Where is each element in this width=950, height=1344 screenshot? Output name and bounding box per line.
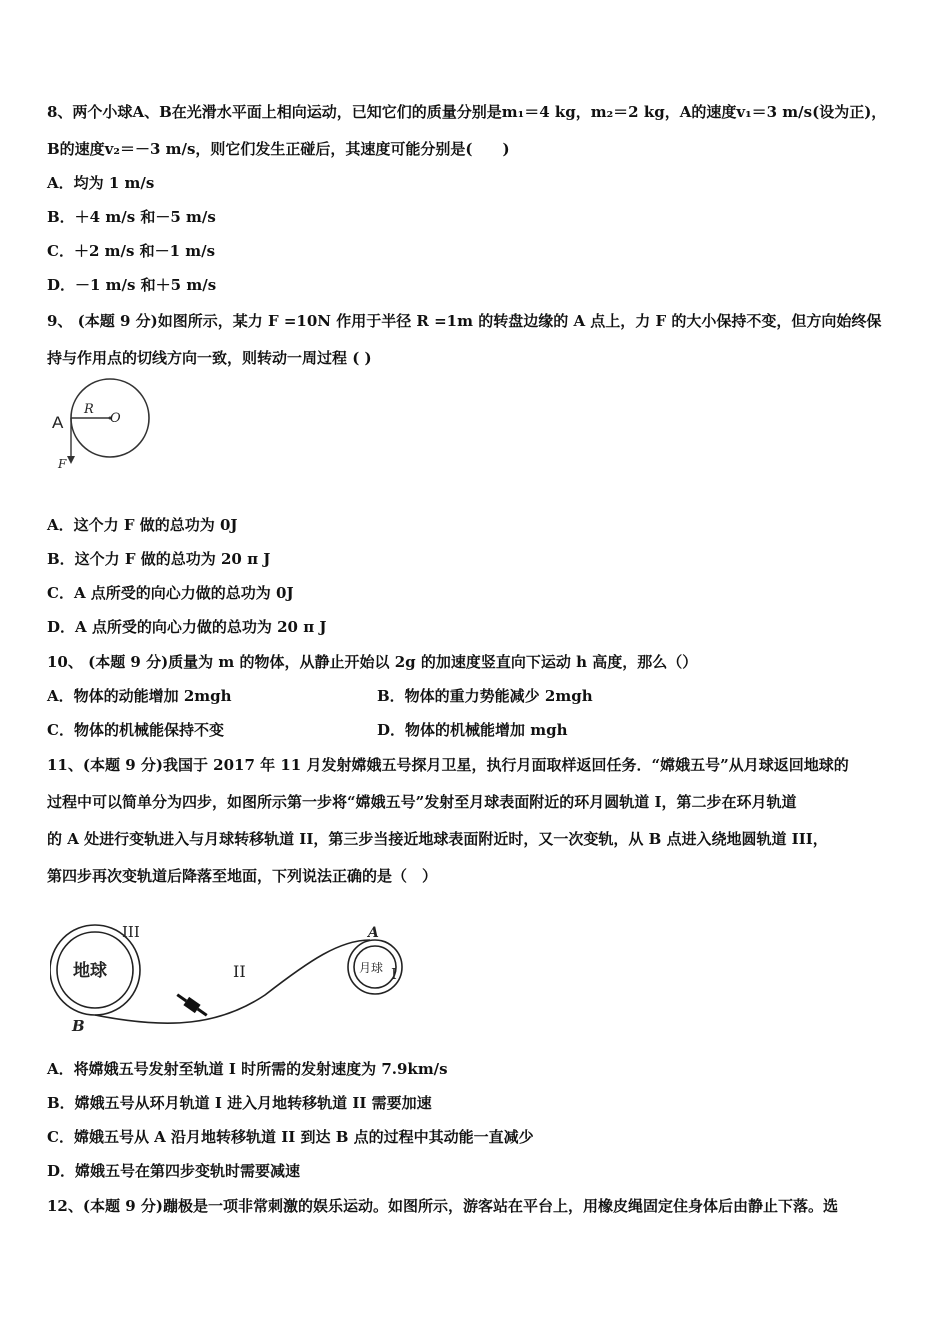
q11-stem-line2: 过程中可以简单分为四步，如图所示第一步将“嫦娥五号”发射至月球表面附近的环月圆轨道 I，第二步在环月轨道 bbox=[47, 793, 797, 811]
q11-option-d: D．嫦娥五号在第四步变轨时需要减速 bbox=[47, 1162, 301, 1180]
q10-option-d: D．物体的机械能增加 mgh bbox=[377, 721, 568, 739]
q9-option-c: C．A 点所受的向心力做的总功为 0J bbox=[47, 584, 294, 602]
q11-option-b: B．嫦娥五号从环月轨道 I 进入月地转移轨道 II 需要加速 bbox=[47, 1094, 432, 1112]
label-r: R bbox=[84, 402, 94, 417]
spacecraft-icon bbox=[174, 991, 209, 1020]
q10-option-a: A．物体的动能增加 2mgh bbox=[47, 687, 232, 705]
q11-stem-line3: 的 A 处进行变轨进入与月球转移轨道 II，第三步当接近地球表面附近时，又一次变轨，从 B 点进入绕地圆轨道 III， bbox=[47, 830, 828, 848]
label-f: F bbox=[58, 457, 67, 471]
q8-stem-line1: 8、两个小球A、B在光滑水平面上相向运动，已知它们的质量分别是m₁＝4 kg，m₂＝2 kg，A的速度v₁＝3 m/s(设为正)， bbox=[47, 103, 887, 121]
label-o: O bbox=[110, 411, 121, 426]
q11-orbit-figure bbox=[50, 915, 410, 1040]
q8-option-b: B．＋4 m/s 和－5 m/s bbox=[47, 208, 216, 226]
q12-stem-line1: 12、(本题 9 分)蹦极是一项非常刺激的娱乐运动。如图所示，游客站在平台上，用橡皮绳固定住身体后由静止下落。选 bbox=[47, 1197, 838, 1215]
q8-option-a: A．均为 1 m/s bbox=[47, 174, 155, 192]
force-arrowhead bbox=[67, 456, 75, 464]
q10-option-c: C．物体的机械能保持不变 bbox=[47, 721, 224, 739]
q9-option-b: B．这个力 F 做的总功为 20 π J bbox=[47, 550, 271, 568]
label-a: A bbox=[52, 413, 64, 432]
q9-option-a: A．这个力 F 做的总功为 0J bbox=[47, 516, 238, 534]
q8-option-d: D．－1 m/s 和＋5 m/s bbox=[47, 276, 217, 294]
q9-stem-line1: 9、 (本题 9 分)如图所示，某力 F =10N 作用于半径 R =1m 的转盘边缘的 A 点上，力 F 的大小保持不变，但方向始终保 bbox=[47, 312, 882, 330]
q10-stem: 10、 (本题 9 分)质量为 m 的物体，从静止开始以 2g 的加速度竖直向下运动 h 高度，那么（） bbox=[47, 653, 698, 671]
q9-option-d: D．A 点所受的向心力做的总功为 20 π J bbox=[47, 618, 327, 636]
q9-stem-line2: 持与作用点的切线方向一致，则转动一周过程 ( ) bbox=[47, 349, 372, 367]
point-a-label: A bbox=[368, 925, 379, 941]
q8-stem-line2: B的速度v₂＝－3 m/s，则它们发生正碰后，其速度可能分别是( ) bbox=[47, 140, 510, 158]
q9-turntable-figure bbox=[48, 376, 158, 476]
q11-option-a: A．将嫦娥五号发射至轨道 I 时所需的发射速度为 7.9km/s bbox=[47, 1060, 448, 1078]
point-b-label: B bbox=[72, 1017, 85, 1035]
q11-stem-line4: 第四步再次变轨道后降落至地面，下列说法正确的是（ ） bbox=[47, 867, 438, 885]
orbit-iii-label: III bbox=[122, 923, 140, 941]
moon-label: 月球 bbox=[359, 961, 384, 975]
q11-option-c: C．嫦娥五号从 A 沿月地转移轨道 II 到达 B 点的过程中其动能一直减少 bbox=[47, 1128, 534, 1146]
q11-stem-line1: 11、(本题 9 分)我国于 2017 年 11 月发射嫦娥五号探月卫星，执行月面取样返回任务．“嫦娥五号”从月球返回地球的 bbox=[47, 756, 849, 774]
earth-label: 地球 bbox=[73, 961, 107, 981]
q8-option-c: C．＋2 m/s 和－1 m/s bbox=[47, 242, 216, 260]
orbit-ii-label: II bbox=[233, 962, 246, 981]
q10-option-b: B．物体的重力势能减少 2mgh bbox=[377, 687, 593, 705]
orbit-i-label: I bbox=[391, 965, 397, 983]
